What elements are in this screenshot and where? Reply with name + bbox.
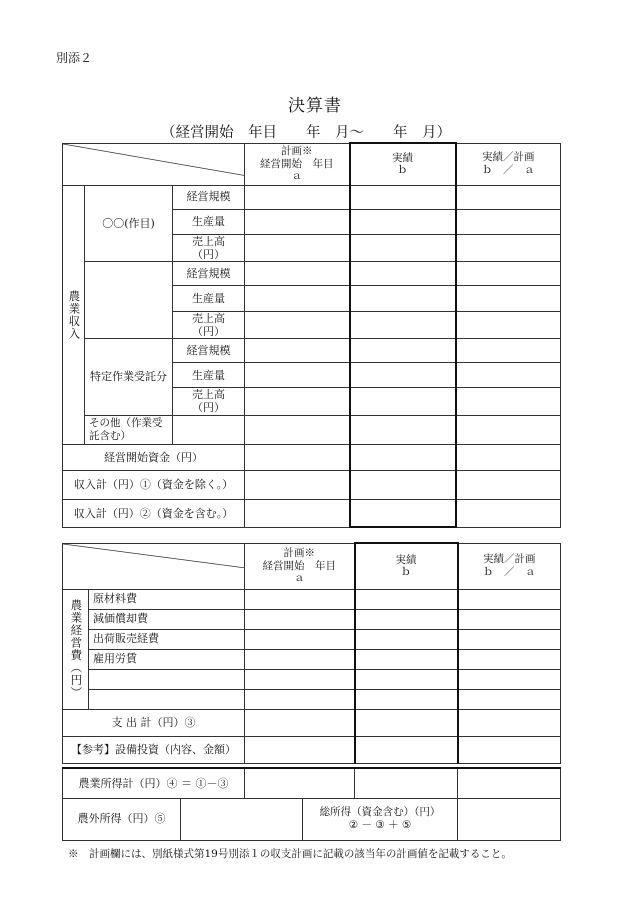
input-cell[interactable] [456, 234, 561, 261]
expense-item-label[interactable] [89, 689, 245, 709]
input-cell[interactable] [350, 261, 456, 285]
input-cell[interactable] [245, 629, 355, 649]
input-cell[interactable] [350, 470, 456, 499]
sales-label-line2: （円） [192, 247, 225, 261]
input-cell[interactable] [245, 209, 350, 234]
gross-income-line2: ② － ③ ＋ ⑤ [348, 819, 412, 831]
sales-label-line1: 売上高 [192, 311, 225, 325]
actual-header [350, 143, 456, 185]
income-total2-label: 収入計（円）②（資金を含む。） [63, 499, 245, 527]
input-cell[interactable] [458, 649, 561, 669]
input-cell[interactable] [245, 470, 350, 499]
input-cell[interactable] [350, 185, 456, 209]
plan-header-line1: 計画※ [283, 547, 315, 560]
document-title: 決算書 [288, 96, 342, 116]
input-cell[interactable] [456, 339, 561, 363]
expense-item-label: 雇用労賃 [89, 649, 245, 669]
contract-sales-label [173, 388, 245, 415]
expense-table [62, 542, 561, 764]
input-cell[interactable] [458, 689, 561, 709]
ratio-header-line2: ｂ ／ ａ [483, 566, 536, 578]
contract-output-label: 生産量 [173, 363, 245, 388]
actual-header-line2: ｂ [400, 566, 412, 579]
sales-label-line2: （円） [192, 401, 225, 415]
income-table [62, 142, 561, 528]
sales-label-line1: 売上高 [192, 234, 225, 248]
input-cell[interactable] [458, 589, 561, 609]
input-cell[interactable] [355, 609, 458, 629]
input-cell[interactable] [458, 736, 561, 763]
attachment-label: 別添２ [56, 51, 93, 65]
input-cell[interactable] [456, 185, 561, 209]
farm-income-label: 農業所得計（円）④ ＝ ①－③ [63, 768, 245, 798]
input-cell[interactable] [245, 589, 355, 609]
input-cell[interactable] [355, 589, 458, 609]
footnote: ※ 計画欄には、別紙様式第19号別添１の収支計画に記載の該当年の計画値を記載すること。 [68, 848, 512, 860]
expense-actual-header [355, 543, 458, 589]
sales-label-line2: （円） [192, 325, 225, 339]
input-cell[interactable] [456, 388, 561, 415]
input-cell[interactable] [355, 689, 458, 709]
expense-side-label-cell [63, 589, 89, 709]
expense-ratio-header [458, 543, 561, 589]
input-cell[interactable] [458, 629, 561, 649]
expense-item-label[interactable] [89, 669, 245, 689]
plan-header [245, 143, 350, 185]
contract-label: 特定作業受託分 [85, 339, 173, 415]
input-cell[interactable] [245, 388, 350, 415]
header-diagonal-cell [63, 143, 245, 185]
input-cell[interactable] [245, 363, 350, 388]
input-cell[interactable] [355, 629, 458, 649]
input-cell[interactable] [350, 209, 456, 234]
plan-header-line3: ａ [291, 170, 303, 183]
input-cell[interactable] [456, 363, 561, 388]
input-cell[interactable] [456, 415, 561, 444]
ratio-header-line1: 実績／計画 [482, 151, 535, 164]
crop1-scale-label: 経営規模 [173, 185, 245, 209]
plan-header-line2: 経営開始 年目 [260, 157, 334, 170]
input-cell[interactable] [245, 261, 350, 285]
gross-income-label [303, 798, 458, 840]
ratio-header-line1: 実績／計画 [483, 553, 536, 566]
input-cell[interactable] [355, 709, 458, 736]
input-cell[interactable] [245, 669, 355, 689]
input-cell[interactable] [245, 499, 350, 527]
expense-item-label: 出荷販売経費 [89, 629, 245, 649]
crop2-output-label: 生産量 [173, 285, 245, 311]
plan-header-line2: 経営開始 年目 [262, 559, 336, 572]
crop1-sales-label [173, 234, 245, 261]
contract-scale-label: 経営規模 [173, 339, 245, 363]
expense-item-label: 減価償却費 [89, 609, 245, 629]
gross-income-line1: 総所得（資金含む）（円） [319, 806, 441, 819]
period-line: （経営開始 年目 年 月～ 年 月） [161, 125, 451, 141]
crop2-sales-label [173, 311, 245, 338]
input-cell[interactable] [181, 798, 303, 840]
input-cell[interactable] [350, 339, 456, 363]
input-cell[interactable] [456, 261, 561, 285]
input-cell[interactable] [350, 388, 456, 415]
input-cell[interactable] [350, 499, 456, 527]
expense-header-diagonal-cell [63, 543, 245, 589]
input-cell[interactable] [355, 736, 458, 763]
input-cell[interactable] [355, 649, 458, 669]
crop1-label: 〇〇(作目) [85, 185, 173, 261]
input-cell[interactable] [245, 649, 355, 669]
input-cell[interactable] [245, 285, 350, 311]
input-cell[interactable] [245, 415, 350, 444]
input-cell[interactable] [350, 234, 456, 261]
input-cell[interactable] [456, 499, 561, 527]
input-cell[interactable] [245, 234, 350, 261]
input-cell[interactable] [458, 669, 561, 689]
input-cell[interactable] [350, 415, 456, 444]
plan-header-line1: 計画※ [281, 145, 313, 158]
ratio-header [456, 143, 561, 185]
input-cell[interactable] [245, 185, 350, 209]
input-cell[interactable] [350, 311, 456, 338]
income-side-label-cell [63, 185, 85, 444]
input-cell[interactable] [456, 285, 561, 311]
other-label: その他（作業受託含む） [85, 415, 173, 444]
input-cell[interactable] [245, 736, 355, 763]
input-cell[interactable] [350, 285, 456, 311]
input-cell[interactable] [458, 798, 561, 840]
ratio-header-line2: ｂ ／ ａ [482, 164, 535, 176]
input-cell[interactable] [458, 709, 561, 736]
income-side-label: 農業収入 [67, 289, 82, 340]
expense-plan-header [245, 543, 355, 589]
input-cell[interactable] [245, 609, 355, 629]
sales-label-line1: 売上高 [192, 388, 225, 402]
crop1-output-label: 生産量 [173, 209, 245, 234]
input-cell[interactable] [456, 470, 561, 499]
expense-item-label: 原材料費 [89, 589, 245, 609]
start-capital-label: 経営開始資金（円） [63, 444, 245, 470]
input-cell[interactable] [458, 768, 561, 798]
input-cell[interactable] [456, 444, 561, 470]
input-cell[interactable] [245, 339, 350, 363]
income-total1-label: 収入計（円）①（資金を除く。） [63, 470, 245, 499]
input-cell[interactable] [245, 689, 355, 709]
crop2-label[interactable] [85, 261, 173, 338]
input-cell[interactable] [245, 709, 355, 736]
input-cell[interactable] [456, 209, 561, 234]
input-cell[interactable] [355, 768, 458, 798]
input-cell[interactable] [456, 311, 561, 338]
input-cell[interactable] [355, 669, 458, 689]
input-cell[interactable] [245, 444, 350, 470]
plan-header-line3: ａ [294, 572, 305, 585]
capex-reference-label: 【参考】設備投資（内容、金額） [63, 736, 245, 763]
actual-header-line1: 実績 [395, 553, 417, 566]
input-cell[interactable] [350, 444, 456, 470]
actual-header-line1: 実績 [392, 151, 414, 164]
input-cell[interactable] [245, 768, 355, 798]
input-cell[interactable] [350, 363, 456, 388]
summary-table [62, 767, 561, 841]
actual-header-line2: ｂ [397, 164, 408, 177]
expense-total-label: 支 出 計（円）③ [63, 709, 245, 736]
crop2-scale-label: 経営規模 [173, 261, 245, 285]
input-cell[interactable] [173, 415, 245, 444]
expense-side-label: 農業経営費（円） [69, 599, 84, 699]
input-cell[interactable] [245, 311, 350, 338]
input-cell[interactable] [458, 609, 561, 629]
nonfarm-income-label: 農外所得（円）⑤ [63, 798, 181, 840]
